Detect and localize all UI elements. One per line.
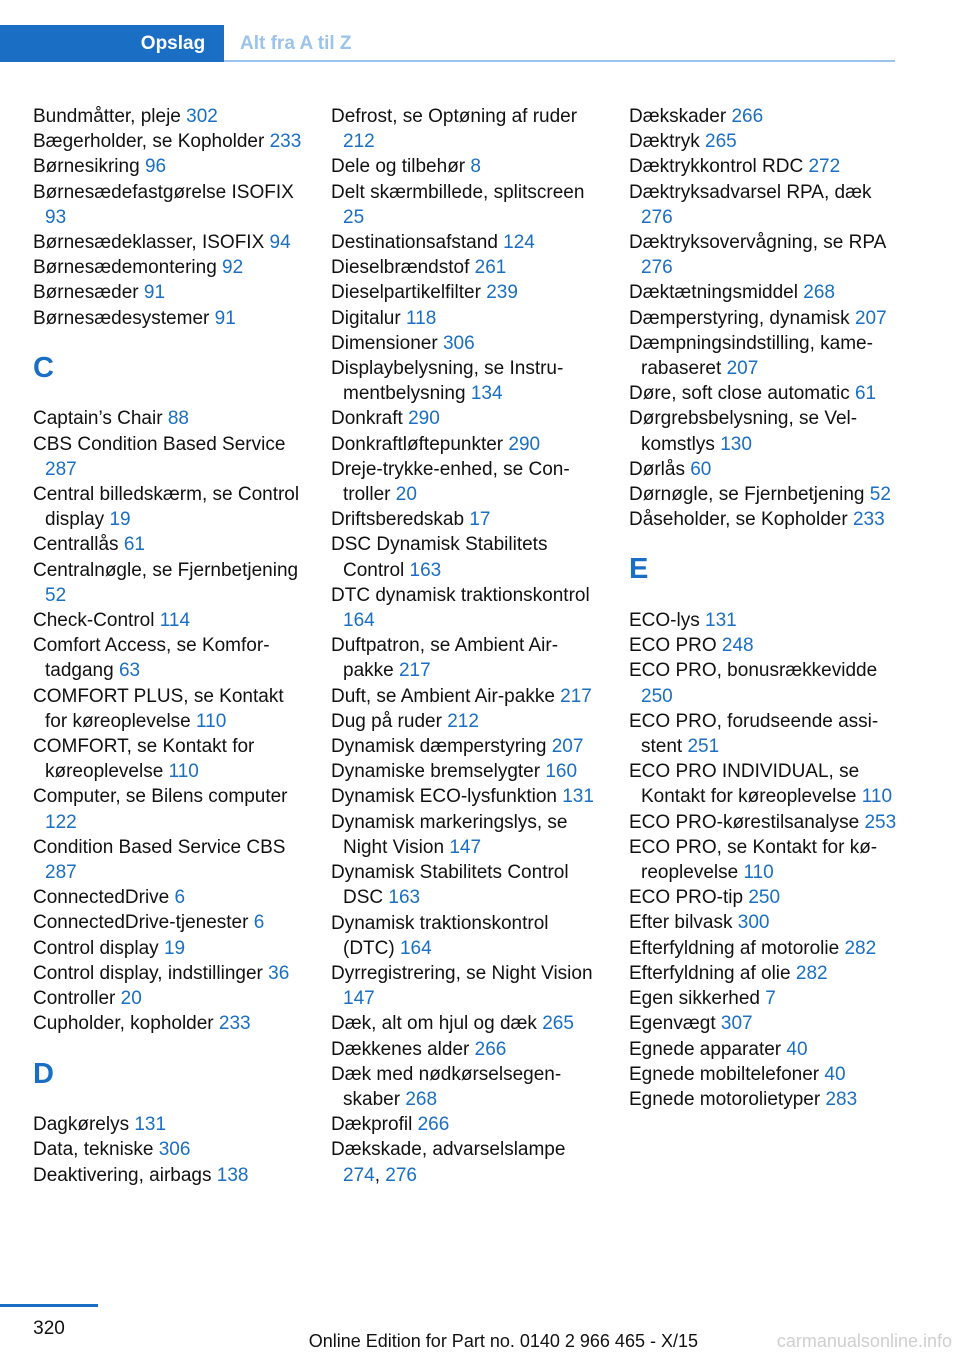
index-entry [33, 684, 303, 734]
index-entry [331, 1062, 601, 1112]
index-entry [33, 885, 303, 910]
page-link[interactable]: 110 [861, 786, 893, 808]
index-entry [33, 986, 303, 1011]
index-entry [331, 684, 601, 709]
page-link[interactable]: 164 [343, 610, 375, 632]
index-entry [331, 507, 601, 532]
entry-term: Dørgrebsbelysning, se Velkomstlys [629, 408, 858, 455]
index-entry [33, 1163, 303, 1188]
entry-term: Dreje-trykke-enhed, se Controller [331, 458, 570, 506]
index-entry [33, 482, 303, 532]
page-link[interactable]: 138 [216, 1164, 249, 1186]
page-link[interactable]: 217 [560, 685, 592, 707]
index-entry [33, 961, 303, 986]
tab-underline [224, 60, 895, 62]
page-link[interactable]: 265 [705, 131, 737, 153]
entry-term: Dæmperstyring, dynamisk [629, 307, 850, 329]
entry-term: Dug på ruder [331, 710, 442, 732]
page-link[interactable]: 91 [214, 307, 236, 329]
index-entry [331, 911, 601, 961]
index-entry [331, 709, 601, 734]
entry-term: Cupholder, kopholder [33, 1013, 214, 1035]
entry-term: COMFORT PLUS, se Kontakt for køreoplevelse [33, 685, 284, 732]
page-link[interactable]: 92 [222, 257, 244, 279]
index-entry [629, 835, 899, 885]
section-letter: D [33, 1057, 54, 1090]
section-letter: C [33, 351, 54, 384]
page-link[interactable]: 147 [343, 988, 375, 1010]
page-link[interactable]: 282 [844, 937, 877, 959]
page-link[interactable]: 7 [765, 988, 776, 1010]
entry-term: Dørlås [629, 458, 685, 480]
page-link[interactable]: 164 [399, 937, 432, 959]
index-entry [33, 306, 303, 331]
entry-term: Centralnøgle, se Fjernbetjening [33, 559, 299, 581]
index-entry [629, 961, 899, 986]
index-entry [33, 406, 303, 431]
entry-term: Efter bilvask [629, 912, 733, 934]
index-entry [33, 1011, 303, 1036]
footer-divider [0, 1304, 98, 1307]
header-tabs [0, 25, 895, 62]
entry-term: Control display [33, 937, 159, 959]
page-link[interactable]: 212 [447, 710, 479, 732]
entry-term: Controller [33, 988, 116, 1010]
page-link[interactable]: 6 [253, 912, 265, 934]
page-link[interactable]: 130 [720, 433, 752, 455]
entry-term: DSC Dynamisk Stabilitets Control [331, 534, 548, 581]
page-link[interactable]: 88 [167, 408, 189, 430]
index-entry [33, 154, 303, 179]
index-entry [331, 759, 601, 784]
page-link[interactable]: 251 [687, 736, 720, 758]
page-link[interactable]: 94 [269, 232, 291, 254]
index-entry [331, 432, 601, 457]
entry-term: ConnectedDrive [33, 887, 170, 909]
page-link[interactable]: 207 [726, 358, 759, 380]
entry-term: Dæktryksovervågning, se RPA [629, 232, 886, 254]
page-link[interactable]: 233 [218, 1013, 251, 1035]
entry-term: Børnesikring [33, 156, 140, 178]
page-link[interactable]: 147 [449, 836, 482, 858]
entry-term: Dieselpartikelfilter [331, 282, 481, 304]
page-link[interactable]: 307 [720, 1013, 753, 1035]
index-entry [629, 129, 899, 154]
page-link[interactable]: 207 [551, 736, 584, 758]
page-link[interactable]: 287 [45, 862, 77, 884]
entry-term: Dækkenes alder [331, 1038, 470, 1060]
index-entry [629, 1062, 899, 1087]
index-column-1 [33, 104, 303, 1188]
page-link[interactable]: 253 [864, 811, 897, 833]
page-link[interactable]: 300 [737, 912, 770, 934]
index-entry [33, 734, 303, 784]
entry-term: DTC dynamisk traktionskontrol [331, 584, 590, 606]
entry-term: ECO PRO, se Kontakt for køreoplevelse [629, 836, 878, 884]
index-entry [331, 583, 601, 633]
page-link[interactable]: 131 [134, 1114, 167, 1136]
entry-term: Bundmåtter, pleje [33, 106, 181, 127]
page-link[interactable]: 282 [795, 962, 828, 984]
page-link[interactable]: 20 [395, 484, 417, 506]
index-entry [33, 432, 303, 482]
index-entry [629, 885, 899, 910]
index-entry [33, 835, 303, 885]
entry-term: Børnesæder [33, 282, 139, 304]
entry-term: , [374, 1164, 380, 1186]
index-entry [629, 406, 899, 456]
index-entry [331, 1037, 601, 1062]
page-link[interactable]: 290 [508, 433, 541, 455]
page-link[interactable]: 134 [470, 383, 503, 405]
edition-text: Online Edition for Part no. 0140 2 966 465 - X/15 [308, 1331, 698, 1351]
index-entry [331, 104, 601, 154]
entry-term: Dagkørelys [33, 1114, 130, 1136]
page-link[interactable]: 261 [474, 257, 507, 279]
page-link[interactable]: 233 [852, 509, 885, 531]
entry-term: Dimensioner [331, 332, 438, 354]
entry-term: Efterfyldning af olie [629, 962, 791, 984]
page-link[interactable]: 40 [824, 1063, 846, 1085]
page-link[interactable]: 36 [268, 962, 290, 984]
entry-term: Destinationsafstand [331, 232, 498, 254]
index-entry [33, 936, 303, 961]
index-entry [629, 1087, 899, 1112]
entry-term: Defrost, se Optøning af ruder [331, 106, 578, 127]
index-entry [629, 633, 899, 658]
entry-term: Dynamiske bremselygter [331, 761, 541, 783]
entry-term: Data, tekniske [33, 1139, 154, 1161]
page-link[interactable]: 131 [705, 610, 737, 632]
index-entry [629, 381, 899, 406]
page-link[interactable]: 114 [159, 610, 191, 632]
index-entry [331, 154, 601, 179]
page-link[interactable]: 272 [808, 156, 841, 178]
index-entry [33, 104, 303, 129]
entry-term: Egnede apparater [629, 1038, 782, 1060]
index-entry [331, 810, 601, 860]
index-entry [33, 180, 303, 230]
index-entry [629, 810, 899, 835]
page-link[interactable]: 52 [45, 584, 67, 606]
index-column-2 [331, 104, 601, 1188]
entry-term: Dækskade, advarselslampe [331, 1139, 566, 1161]
index-entry [331, 1112, 601, 1137]
page-link[interactable]: 276 [385, 1164, 417, 1186]
page-link[interactable]: 276 [641, 257, 673, 279]
index-entry [33, 280, 303, 305]
page-link[interactable]: 93 [45, 206, 67, 228]
page-link[interactable]: 265 [542, 1013, 574, 1035]
index-entry [33, 255, 303, 280]
page-link[interactable]: 61 [123, 534, 145, 556]
page-link[interactable]: 274 [343, 1164, 375, 1186]
entry-term: Digitalur [331, 307, 401, 329]
entry-term: Dynamisk Stabilitets Control DSC [331, 862, 569, 909]
index-entry [331, 406, 601, 431]
index-entry [331, 280, 601, 305]
page-link[interactable]: 19 [109, 509, 131, 531]
entry-term: Børnesædefastgørelse ISOFIX [33, 181, 294, 203]
index-entry [629, 658, 899, 708]
page-link[interactable]: 110 [743, 862, 774, 884]
index-entry [33, 910, 303, 935]
page-link[interactable]: 110 [196, 710, 227, 732]
index-entry [331, 1011, 601, 1036]
page-link[interactable]: 131 [562, 786, 594, 808]
index-entry [33, 608, 303, 633]
index-entry [629, 910, 899, 935]
index-entry [629, 936, 899, 961]
entry-term: Egnede mobiltelefoner [629, 1063, 820, 1085]
page-link[interactable]: 20 [120, 988, 142, 1010]
page-link[interactable]: 163 [409, 559, 442, 581]
entry-term: Dieselbrændstof [331, 257, 470, 279]
entry-term: Dynamisk traktionskontrol (DTC) [331, 912, 549, 959]
page-link[interactable]: 268 [405, 1088, 438, 1110]
index-entry [331, 356, 601, 406]
index-entry [331, 230, 601, 255]
entry-term: Bægerholder, se Kopholder [33, 131, 265, 153]
page-link[interactable]: 266 [731, 106, 764, 127]
tab-opslag[interactable]: Opslag [140, 33, 206, 54]
entry-term: Captain’s Chair [33, 408, 163, 430]
page-link[interactable]: 250 [641, 685, 673, 707]
index-entry [331, 734, 601, 759]
page-link[interactable]: 276 [641, 206, 673, 228]
index-entry [33, 1112, 303, 1137]
entry-term: Driftsberedskab [331, 509, 465, 531]
index-entry [629, 507, 899, 532]
entry-term: Duftpatron, se Ambient Air-pakke [331, 635, 559, 682]
index-entry [629, 331, 899, 381]
page-link[interactable]: 239 [486, 282, 518, 304]
index-entry [33, 129, 303, 154]
entry-term: Computer, se Bilens computer [33, 786, 288, 808]
page-link[interactable]: 207 [854, 307, 887, 329]
index-entry [331, 633, 601, 683]
entry-term: CBS Condition Based Service [33, 433, 286, 455]
entry-term: ConnectedDrive-tjenester [33, 912, 249, 934]
entry-term: Dyrregistrering, se Night Vision [331, 962, 593, 984]
page-link[interactable]: 6 [174, 887, 186, 909]
index-entry [331, 331, 601, 356]
entry-term: Dynamisk ECO-lysfunktion [331, 786, 557, 808]
entry-term: Efterfyldning af motorolie [629, 937, 840, 959]
index-entry [629, 482, 899, 507]
entry-term: ECO PRO, bonusrækkevidde [629, 660, 878, 682]
index-entry [33, 558, 303, 608]
index-entry [331, 961, 601, 1011]
entry-term: Centrallås [33, 534, 119, 556]
page-link[interactable]: 124 [503, 232, 535, 254]
entry-term: ECO PRO, forudseende assistent [629, 710, 879, 758]
entry-term: Børnesædeklasser, ISOFIX [33, 232, 265, 254]
entry-term: Donkraftløftepunkter [331, 433, 504, 455]
entry-term: Central billedskærm, se Control display [33, 484, 300, 531]
index-entry [629, 1037, 899, 1062]
entry-term: ECO PRO-tip [629, 887, 744, 909]
page-link[interactable]: 163 [388, 887, 421, 909]
entry-term: Dækskader [629, 106, 727, 127]
entry-term: Condition Based Service CBS [33, 836, 286, 858]
page-link[interactable]: 122 [45, 811, 77, 833]
page-link[interactable]: 63 [118, 660, 141, 682]
entry-term: Dækprofil [331, 1114, 413, 1136]
page-link[interactable]: 287 [45, 458, 77, 480]
entry-term: Døre, soft close automatic [629, 383, 850, 405]
page-link[interactable]: 19 [163, 937, 186, 959]
entry-term: Dæk, alt om hjul og dæk [331, 1013, 537, 1035]
page-link[interactable]: 96 [144, 156, 167, 178]
page-link[interactable]: 91 [143, 282, 166, 304]
page-link[interactable]: 290 [408, 408, 440, 430]
entry-term: ECO PRO-kørestilsanalyse [629, 811, 860, 833]
index-entry [33, 532, 303, 557]
entry-term: Check-Control [33, 610, 155, 632]
entry-term: Control display, indstillinger [33, 962, 263, 984]
entry-term: Dæktrykkontrol RDC [629, 156, 804, 178]
index-entry [629, 457, 899, 482]
page-link[interactable]: 40 [786, 1038, 808, 1060]
page-link[interactable]: 217 [398, 660, 431, 682]
entry-term: Deaktivering, airbags [33, 1164, 212, 1186]
entry-term: Egen sikkerhed [629, 988, 760, 1010]
entry-term: Børnesædemontering [33, 257, 217, 279]
entry-term: Dørnøgle, se Fjernbetjening [629, 484, 865, 506]
entry-term: Displaybelysning, se Instrumentbelysning [331, 358, 564, 405]
page-link[interactable]: 110 [168, 761, 199, 783]
entry-term: Egnede motorolietyper [629, 1088, 821, 1110]
page-link[interactable]: 25 [343, 206, 365, 228]
section-letter: E [629, 553, 649, 586]
entry-term: Dæk med nødkørselsegenskaber [331, 1063, 562, 1110]
entry-term: Dæktryksadvarsel RPA, dæk [629, 181, 872, 203]
page-link[interactable]: 160 [545, 761, 578, 783]
index-entry [331, 532, 601, 582]
page-link[interactable]: 17 [469, 509, 491, 531]
page-link[interactable]: 212 [343, 131, 375, 153]
entry-term: Dele og tilbehør [331, 156, 466, 178]
index-column-3 [629, 104, 899, 1112]
page-link[interactable]: 52 [869, 484, 891, 506]
entry-term: Dæktætningsmiddel [629, 282, 798, 304]
tab-alt-fra-a-til-z[interactable]: Alt fra A til Z [240, 33, 352, 54]
index-entry [33, 230, 303, 255]
page-link[interactable]: 61 [854, 383, 877, 405]
entry-term: Dåseholder, se Kopholder [629, 509, 848, 531]
entry-term: Børnesædesystemer [33, 307, 210, 329]
entry-term: ECO PRO INDIVIDUAL, se Kontakt for køreoplevelse [629, 761, 860, 808]
entry-term: Dæmpningsindstilling, kamerabaseret [629, 332, 873, 380]
entry-term: Dæktryk [629, 131, 700, 153]
index-entry [331, 860, 601, 910]
entry-term: Egenvægt [629, 1013, 716, 1035]
index-entry [33, 633, 303, 683]
page-link[interactable]: 60 [690, 458, 712, 480]
page-link[interactable]: 306 [442, 332, 475, 354]
entry-term: Donkraft [331, 408, 403, 430]
page-link[interactable]: 266 [417, 1114, 450, 1136]
watermark: carmanualsonline.info [776, 1331, 952, 1351]
page-link[interactable]: 118 [405, 307, 437, 329]
index-entry [629, 280, 899, 305]
index-entry [629, 986, 899, 1011]
entry-term: COMFORT, se Kontakt for køreoplevelse [33, 736, 255, 783]
entry-term: Dynamisk dæmperstyring [331, 736, 547, 758]
page-link[interactable]: 268 [803, 282, 835, 304]
entry-term: Duft, se Ambient Air-pakke [331, 685, 555, 707]
page-number: 320 [33, 1318, 65, 1339]
index-entry [629, 1011, 899, 1036]
index-entry [629, 154, 899, 179]
index-entry [331, 784, 601, 809]
index-entry [629, 180, 899, 230]
index-entry [331, 255, 601, 280]
index-entry [629, 608, 899, 633]
entry-term: Dynamisk markeringslys, se Night Vision [331, 811, 568, 858]
page-link[interactable]: 250 [748, 887, 781, 909]
entry-term: Comfort Access, se Komfortadgang [33, 635, 270, 682]
entry-term: Delt skærmbillede, splitscreen [331, 181, 585, 203]
page-link[interactable]: 8 [470, 156, 481, 178]
index-entry [629, 759, 899, 809]
index-entry [629, 709, 899, 759]
entry-term: ECO-lys [629, 610, 700, 632]
index-entry [629, 230, 899, 280]
page-link[interactable]: 283 [825, 1088, 858, 1110]
page-link[interactable]: 306 [158, 1139, 191, 1161]
entry-term: ECO PRO [629, 635, 717, 657]
index-entry [331, 180, 601, 230]
page-link[interactable]: 233 [269, 131, 302, 153]
index-entry [33, 784, 303, 834]
page-link[interactable]: 248 [721, 635, 754, 657]
page-link[interactable]: 302 [186, 106, 218, 127]
index-entry [629, 306, 899, 331]
index-entry [629, 104, 899, 129]
index-entry [331, 306, 601, 331]
index-entry [33, 1137, 303, 1162]
page-link[interactable]: 266 [474, 1038, 507, 1060]
index-entry [331, 1137, 601, 1187]
index-entry [331, 457, 601, 507]
